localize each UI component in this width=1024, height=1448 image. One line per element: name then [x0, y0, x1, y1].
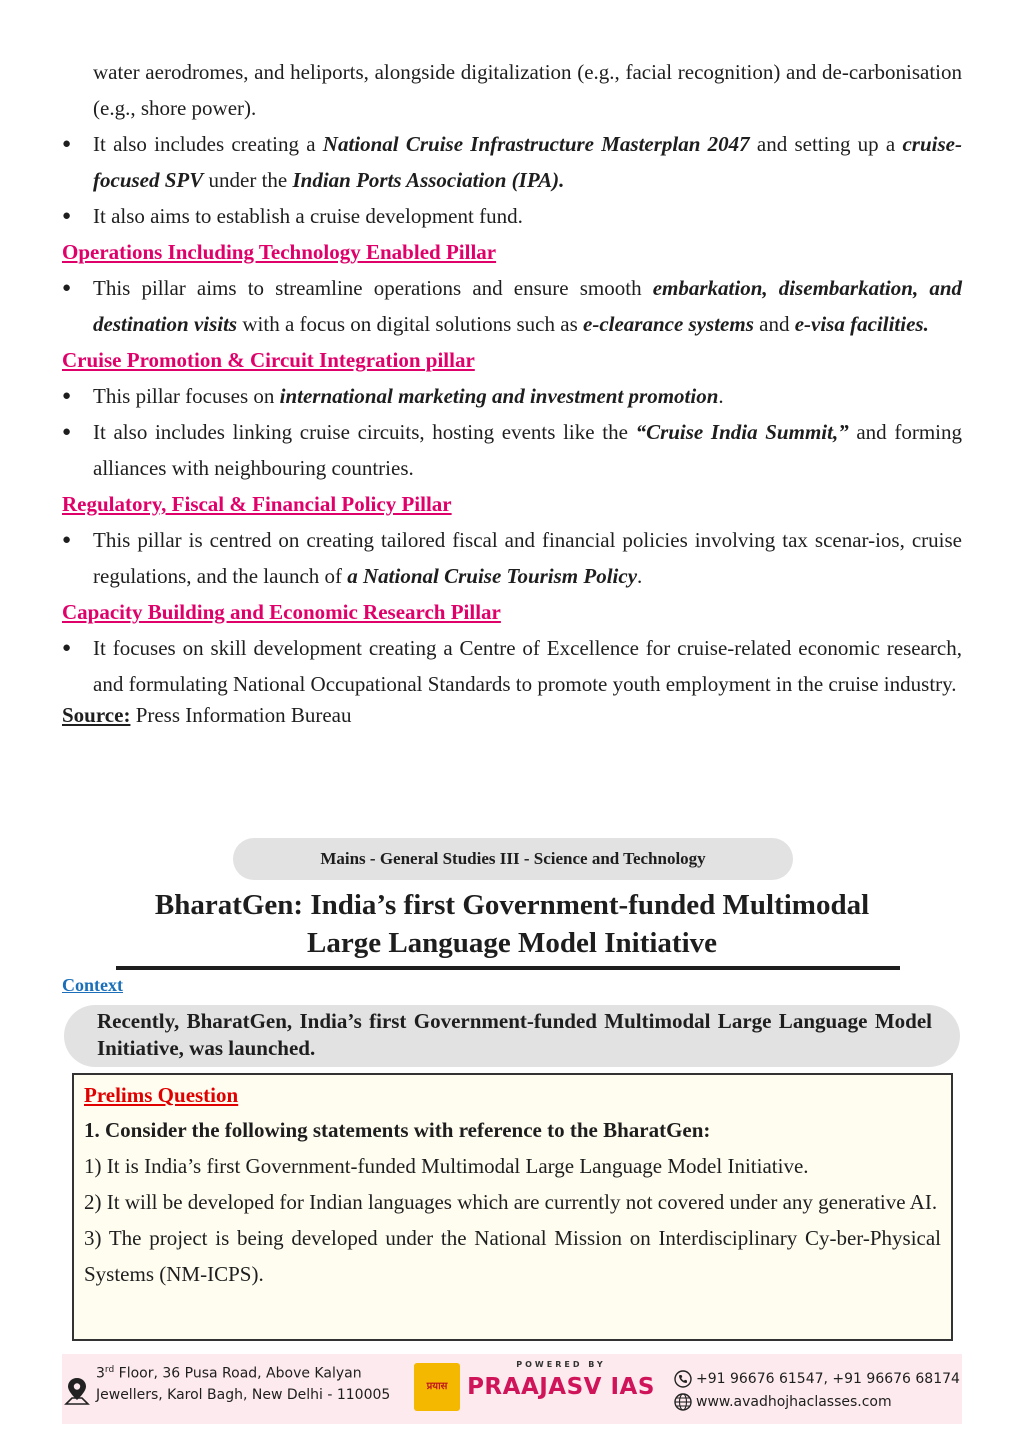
section-heading-capacity: Capacity Building and Economic Research Pillar — [62, 600, 501, 624]
list-item: ● It also aims to establish a cruise development fund. — [62, 198, 962, 234]
footer-website-link[interactable]: www.avadhojhaclasses.com — [696, 1394, 892, 1410]
context-text: Recently, BharatGen, India’s first Government-funded Multimodal Large Language Model Initiative, was launched. — [97, 1009, 932, 1060]
bullet-icon: ● — [62, 280, 72, 296]
page-footer — [62, 1354, 962, 1424]
subject-tag: Mains - General Studies III - Science and Technology — [233, 838, 793, 880]
section-heading-regulatory: Regulatory, Fiscal & Financial Policy Pillar — [62, 492, 452, 516]
list-item: ● This pillar is centred on creating tailored fiscal and financial policies involving tax scenar-ios, cruise regulations, and the launch of a National Cruise Tourism Policy. — [62, 522, 962, 594]
brand-name: PRAAJASV IAS — [467, 1374, 655, 1400]
bullet-icon: ● — [62, 424, 72, 440]
section-heading-promotion: Cruise Promotion & Circuit Integration pillar — [62, 348, 475, 372]
phone-icon — [674, 1370, 692, 1388]
bullet-icon: ● — [62, 532, 72, 548]
list-item: ● This pillar focuses on international marketing and investment promotion. — [62, 378, 962, 414]
footer-address: 3rd Floor, 36 Pusa Road, Above Kalyan Jewellers, Karol Bagh, New Delhi - 110005 — [96, 1365, 391, 1403]
title-divider — [116, 966, 900, 970]
bullet-icon: ● — [62, 640, 72, 656]
bullet-icon: ● — [62, 208, 72, 224]
list-item: ● It also includes creating a National Cruise Infrastructure Masterplan 2047 and setting up a cruise-focused SPV under the Indian Ports Association (IPA). — [62, 126, 962, 198]
prelims-statement-2: 2) It will be developed for Indian languages which are currently not covered under any generative AI. — [84, 1190, 938, 1214]
footer-phone: +91 96676 61547, +91 96676 68174 — [696, 1371, 960, 1387]
prelims-title: Prelims Question — [84, 1083, 239, 1107]
prayas-logo: प्रयास — [414, 1363, 460, 1411]
source-line: Source: Press Information Bureau — [62, 703, 352, 727]
article-body — [62, 54, 962, 728]
article-title: BharatGen: India’s first Government-funded Multimodal Large Language Model Initiative — [154, 889, 870, 959]
context-label: Context — [62, 975, 123, 995]
bullet-icon: ● — [62, 136, 72, 152]
section-heading-operations: Operations Including Technology Enabled Pillar — [62, 240, 497, 264]
prelims-question: 1. Consider the following statements with reference to the BharatGen: — [84, 1118, 711, 1142]
prelims-statement-3: 3) The project is being developed under the National Mission on Interdisciplinary Cy-ber-Physical Systems (NM-ICPS). — [84, 1226, 941, 1286]
globe-icon — [674, 1393, 692, 1411]
prelims-question-box — [72, 1073, 953, 1341]
list-item: ● This pillar aims to streamline operations and ensure smooth embarkation, disembarkation, and destination visits with a focus on digital solutions such as e-clearance systems and e-visa facilities. — [62, 270, 962, 342]
bullet-icon: ● — [62, 388, 72, 404]
list-item: ● It focuses on skill development creating a Centre of Excellence for cruise-related economic research, and formulating National Occupational Standards to promote youth employment in the cruise industry. — [62, 630, 962, 702]
powered-by-label: POWERED BY — [516, 1360, 606, 1369]
prelims-statement-1: 1) It is India’s first Government-funded Multimodal Large Language Model Initiative. — [84, 1154, 809, 1178]
intro-text: water aerodromes, and heliports, alongside digitalization (e.g., facial recognition) and de-carbonisation (e.g., shore power). — [93, 60, 962, 120]
list-item: ● It also includes linking cruise circuits, hosting events like the “Cruise India Summit,” and forming alliances with neighbouring countries. — [62, 414, 962, 486]
location-pin-icon — [64, 1376, 90, 1406]
context-box — [64, 1005, 960, 1067]
